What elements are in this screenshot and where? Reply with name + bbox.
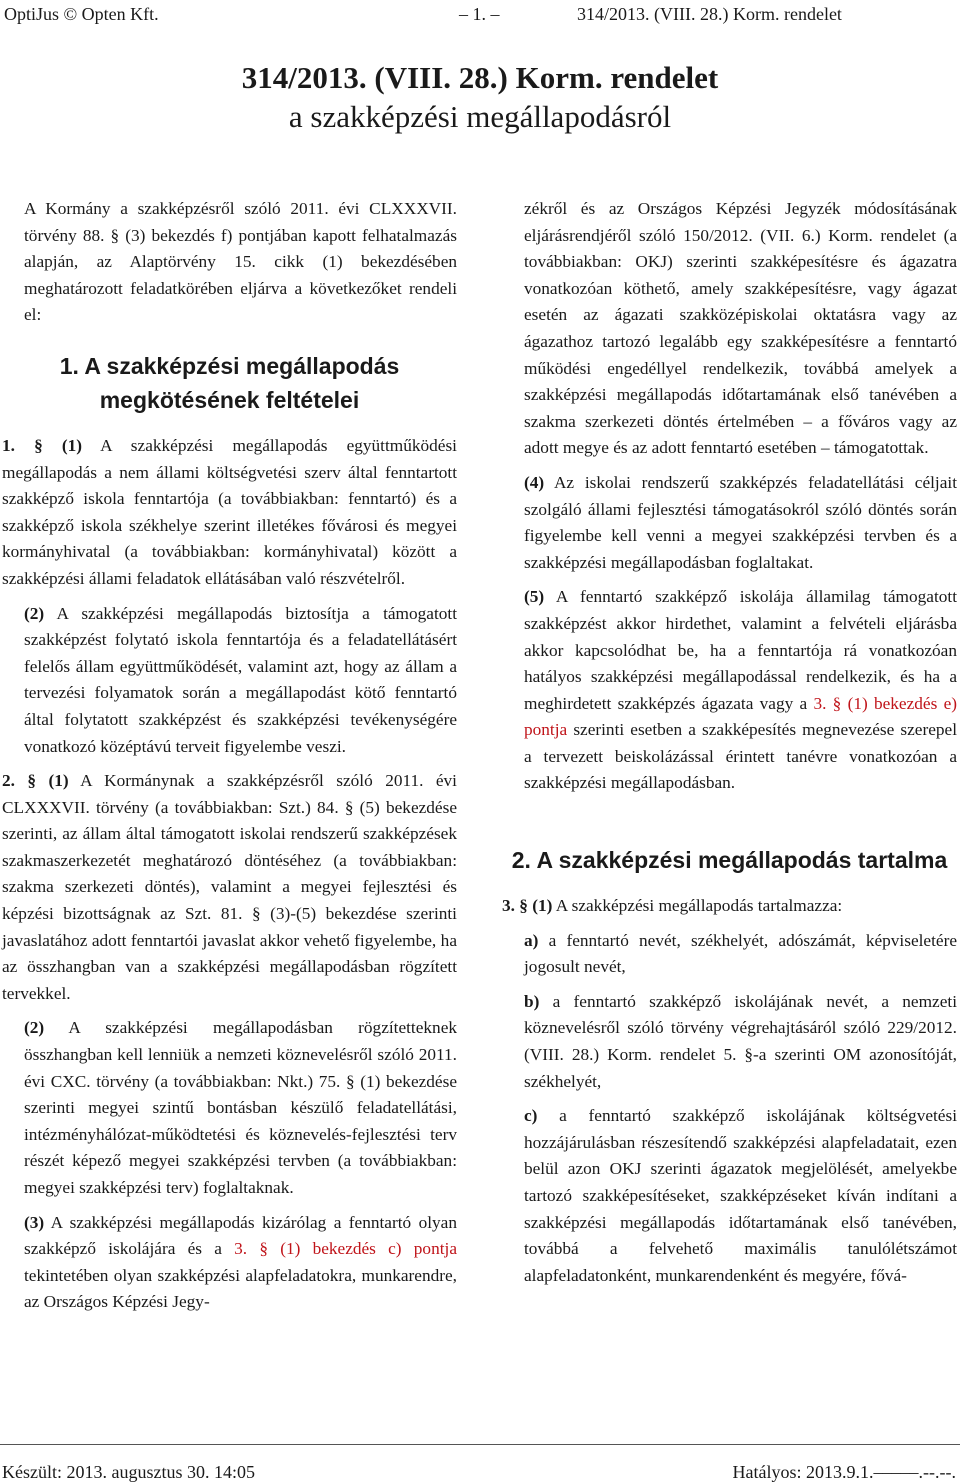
paragraph-2-5: (5) A fenntartó szakképző iskolája államilag támogatott szakképzést akkor hirdethet, valamint a felvételi eljárásba akkor kapcsolódhat be, ha a fenntartója rá vonatkozóan hatályos szakképzési megállapodással rendelkezik, és ha a meghirdetett szakképzés ágazata vagy a 3. § (1) bekezdés e) pontja szerinti esetben a szakképesítés megnevezése szerepel a tervezett beiskolázással érintett tanévre vonatkozóan a szakképzési megállapodásban. (524, 587, 957, 793)
paragraph-number: 1. § (1) (2, 435, 82, 455)
paragraph-number: 2. § (1) (2, 771, 69, 791)
paragraph-number: (5) (524, 587, 545, 607)
cross-reference-link[interactable]: 3. § (1) bekezdés e) pontja (524, 693, 957, 740)
paragraph-number: (2) (24, 1018, 45, 1038)
title-decree-number: 314/2013. (VIII. 28.) Korm. rendelet (241, 60, 719, 95)
header-document-id: 314/2013. (VIII. 28.) Korm. rendelet (577, 4, 842, 24)
paragraph-number: (4) (524, 472, 545, 492)
document-title (0, 58, 960, 136)
paragraph-2-1: 2. § (1) A Kormánynak a szakképzésről szóló 2011. évi CLXXXVII. törvény (a továbbiakban: Szt.) 84. § (5) bekezdése szerinti, az állam által támogatott iskolai rendszerű szakképzések szakmaszerkezetét meghatározó döntéséhez (a továbbiakban: szakma szerkezeti döntés), valamint a megyei fejlesztési és képzési bizottságnak az Szt. 81. § (3)-(5) bekezdése szerinti javaslatához adott fenntartói javaslat akkor vehető figyelembe, ha az összhangban van a szakképzési megállapodásban rögzített tervekkel. (2, 771, 457, 1003)
list-item: c) a fenntartó szakképző iskolájának költségvetési hozzájárulásban részesítendő szakképzési alapfeladatait, ezen belül azon OKJ szerinti ágazatok megjelölését, amelyekbe tartozó szakképesítéseket, szakképzéseket kíván indítani a szakképzési megállapodás időtartamának első tanévében, továbbá a felvehető maximális tanulólétszámot alapfeladatonként, munkarendenként és megyére, fővá- (524, 1106, 957, 1285)
cross-reference-link[interactable]: 3. § (1) bekezdés c) pontja (234, 1239, 457, 1259)
list-item-label: c) (524, 1106, 538, 1126)
list-item-label: b) (524, 991, 540, 1011)
paragraph-2-3: (3) A szakképzési megállapodás kizárólag a fenntartó olyan szakképző iskolájára és a 3. § (1) bekezdés c) pontja tekintetében olyan szakképzési alapfeladatokra, munkarendre, az Országos Képzési Jegy- (24, 1212, 457, 1312)
paragraph-3-1: 3. § (1) A szakképzési megállapodás tartalmazza: (502, 896, 843, 916)
list-item-label: a) (524, 930, 539, 950)
section-2-heading: 2. A szakképzési megállapodás tartalma (511, 847, 948, 874)
paragraph-1-1: 1. § (1) A szakképzési megállapodás együttműködési megállapodás a nem állami költségvetési szerv által fenntartott szakképző iskola fenntartója (a továbbiakban: fenntartó) és a szakképző iskola székhelye szerint illetékes fővárosi és megyei kormányhivatal (a továbbiakban: kormányhivatal) között a szakképzési állami feladatok ellátásában való részvételről. (2, 435, 457, 588)
page-footer (0, 1444, 960, 1484)
running-header (4, 4, 956, 28)
right-column (502, 196, 957, 1289)
footer-effective: Hatályos: 2013.9.1.–––––.--.--. (732, 1462, 956, 1482)
left-column (2, 196, 457, 1316)
paragraph-2-4: (4) Az iskolai rendszerű szakképzés feladatellátási céljait szolgáló állami fejlesztési támogatásokról szóló döntés során figyelembe kell venni a megyei szakképzési tervben és a szakképzési megállapodásban foglaltakat. (524, 472, 957, 572)
title-subject: a szakképzési megállapodásról (288, 99, 672, 134)
paragraph-2-3-continued: zékről és az Országos Képzési Jegyzék módosításának eljárásrendjéről szóló 150/2012. (VII. 6.) Korm. rendelet (a továbbiakban: OKJ) szerinti szakképesítésre és ágazatra vonatkozóan köthető, amely szakképesítésre, vagy ágazat esetén az ágazati szakközépiskolai oktatásra vagy az ágazathoz tartozó legalább egy szakképesítésre a fenntartó működési engedéllyel rendelkezik, továbbá amelyek a szakképzési megállapodás időtartamának első tanévében a szakma szerkezeti döntés értelmében – a főváros vagy az adott megye és az adott fenntartó esetében – támogatottak. (524, 199, 957, 458)
preamble: A Kormány a szakképzésről szóló 2011. évi CLXXXVII. törvény 88. § (3) bekezdés f) pontjában kapott felhatalmazás alapján, az Alaptörvény 15. cikk (1) bekezdésében meghatározott feladatkörében eljárva a következőket rendeli el: (24, 199, 457, 325)
paragraph-number: 3. § (1) (502, 896, 553, 916)
paragraph-1-2: (2) A szakképzési megállapodás biztosítja a támogatott szakképzést folytató iskola fenntartója és a feladatellátásért felelős állam együttműködését, valamint azt, hogy az állam a tervezési folyamatok során a megállapodást kötő fenntartó által folytatott szakképzést és szakképzési tevékenységére vonatkozó középtávú terveit figyelembe veszi. (24, 603, 457, 756)
header-source: OptiJus © Opten Kft. (4, 4, 159, 24)
section-1-heading: 1. A szakképzési megállapodás megkötésének feltételei (59, 352, 400, 413)
footer-divider (0, 1444, 960, 1445)
list-item: b) a fenntartó szakképző iskolájának nevét, a nemzeti köznevelésről szóló törvény végrehajtásáról szóló 229/2012. (VIII. 28.) Korm. rendelet 5. §-a szerinti OM azonosítóját, székhelyét, (524, 991, 957, 1091)
paragraph-number: (2) (24, 603, 45, 623)
paragraph-2-2: (2) A szakképzési megállapodásban rögzítetteknek összhangban kell lenniük a nemzeti köznevelésről szóló 2011. évi CXC. törvény (a továbbiakban: Nkt.) 75. § (1) bekezdése szerinti megyei szintű bontásban készülő feladatellátási, intézményhálózat-működtetési és köznevelés-fejlesztési terv részét képező megyei szakképzési tervben (a továbbiakban: megyei szakképzési terv) foglaltaknak. (24, 1018, 457, 1197)
list-item: a) a fenntartó nevét, székhelyét, adószámát, képviseletére jogosult nevét, (524, 930, 957, 977)
footer-created: Készült: 2013. augusztus 30. 14:05 (2, 1462, 255, 1482)
paragraph-number: (3) (24, 1212, 45, 1232)
header-page-number: – 1. – (459, 4, 500, 24)
